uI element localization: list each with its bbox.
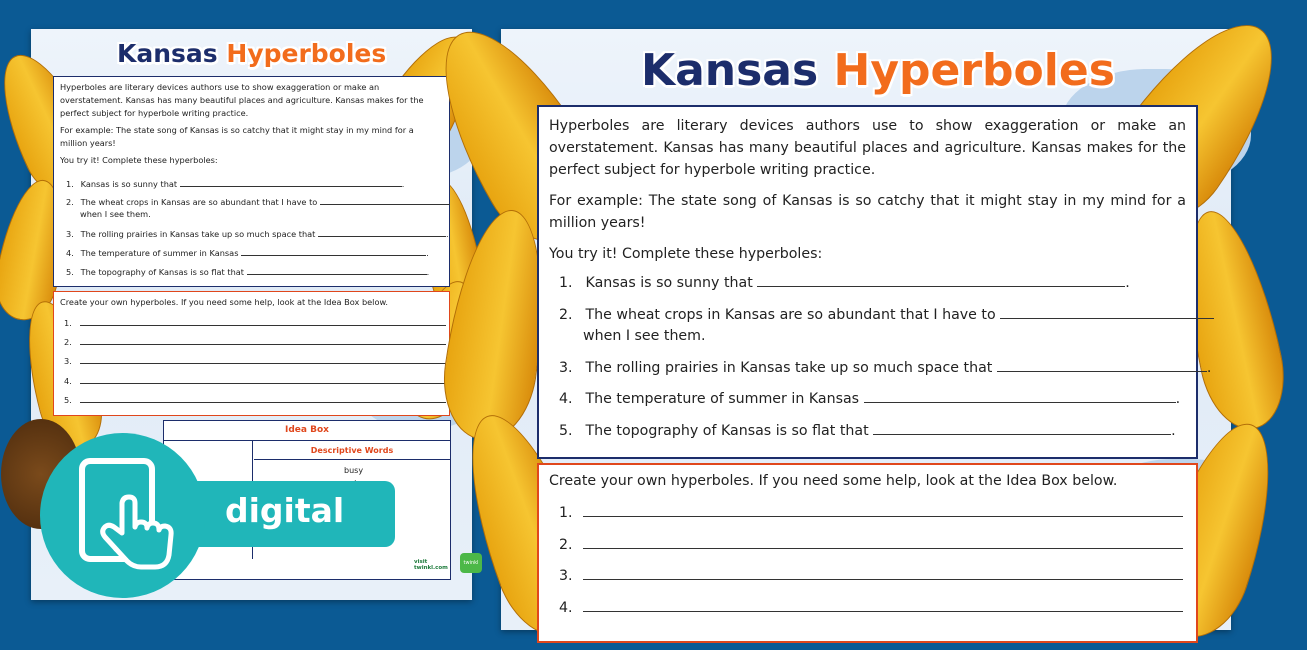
intro-text: Hyperboles are literary devices authors use to show exaggeration or make an overstatement. Kansas has many beautiful places and agriculture. Kansas makes for the perfect subject for hyperbole writing practice.: [60, 82, 424, 118]
prompt-continuation: when I see them.: [583, 328, 706, 344]
try-it-text: You try it! Complete these hyperboles:: [60, 155, 218, 165]
answer-line[interactable]: [864, 402, 1176, 403]
answer-line[interactable]: [80, 363, 446, 364]
prompt-continuation: when I see them.: [80, 209, 151, 219]
answer-line[interactable]: [80, 383, 446, 384]
prompt-item: 2. The wheat crops in Kansas are so abundant that I have to: [66, 196, 450, 209]
page-title: [641, 45, 1115, 96]
twinkl-logo-icon: twinkl: [460, 553, 482, 573]
create-line-item: 4.: [64, 376, 446, 386]
prompt-item: 5. The topography of Kansas is so flat that .: [66, 267, 430, 277]
answer-line[interactable]: [80, 402, 446, 403]
prompt-item: 1. Kansas is so sunny that .: [559, 275, 1130, 291]
intro-text: Hyperboles are literary devices authors use to show exaggeration or make an overstatement. Kansas has many beautiful places and agriculture. Kansas makes for the perfect subject for hyperbole writing practice.: [549, 118, 1186, 178]
digital-badge: [40, 433, 360, 603]
idea-box-title: Idea Box: [285, 425, 329, 435]
prompt-item: 3. The rolling prairies in Kansas take up so much space that .: [66, 229, 449, 239]
word-item: busy: [344, 466, 364, 475]
worksheet-preview: [501, 29, 1231, 630]
prompt-item: 3. The rolling prairies in Kansas take up so much space that .: [559, 360, 1212, 376]
column-header: Descriptive Words: [310, 446, 394, 455]
answer-line[interactable]: [318, 236, 446, 237]
answer-line[interactable]: [583, 579, 1183, 580]
example-text: For example: The state song of Kansas is so catchy that it might stay in my mind for a million years!: [549, 193, 1186, 231]
create-line-item: 5.: [64, 395, 446, 405]
answer-line[interactable]: [180, 186, 402, 187]
answer-line[interactable]: [873, 434, 1171, 435]
answer-line[interactable]: [241, 255, 426, 256]
create-line-item: 3.: [64, 356, 446, 366]
badge-label: digital: [225, 491, 345, 530]
footer-url: visit twinkl.com: [414, 559, 448, 571]
answer-line[interactable]: [1000, 318, 1214, 319]
create-line-item: 1.: [64, 318, 446, 328]
create-instructions: Create your own hyperboles. If you need some help, look at the Idea Box below.: [60, 297, 389, 307]
answer-line[interactable]: [997, 371, 1207, 372]
answer-line[interactable]: [583, 516, 1183, 517]
answer-line[interactable]: [80, 344, 446, 345]
create-line-item: 4.: [559, 600, 1183, 616]
answer-line[interactable]: [583, 611, 1183, 612]
try-it-text: You try it! Complete these hyperboles:: [549, 246, 823, 262]
prompt-item: 4. The temperature of summer in Kansas .: [559, 391, 1181, 407]
create-instructions: Create your own hyperboles. If you need some help, look at the Idea Box below.: [549, 473, 1118, 489]
title-word-kansas: Kansas: [641, 45, 819, 96]
instructions-box: [537, 105, 1212, 459]
create-line-item: 2.: [64, 337, 446, 347]
instructions-box: [53, 76, 450, 287]
create-line-item: 1.: [559, 505, 1183, 521]
title-word-hyperboles: Hyperboles: [833, 45, 1115, 96]
answer-line[interactable]: [757, 286, 1125, 287]
answer-line[interactable]: [247, 274, 427, 275]
prompt-item: 5. The topography of Kansas is so flat that .: [559, 423, 1176, 439]
title-word-hyperboles: Hyperboles: [226, 39, 387, 68]
create-line-item: 2.: [559, 537, 1183, 553]
tablet-tap-icon: [40, 433, 205, 598]
prompt-item: 1. Kansas is so sunny that .: [66, 179, 405, 189]
title-word-kansas: Kansas: [117, 39, 218, 68]
badge-circle: [40, 433, 205, 598]
answer-line[interactable]: [583, 548, 1183, 549]
prompt-item: 2. The wheat crops in Kansas are so abundant that I have to: [559, 304, 1214, 326]
page-title: [117, 39, 386, 68]
create-line-item: 3.: [559, 568, 1183, 584]
create-own-box: [537, 463, 1198, 643]
create-own-box: [53, 291, 450, 416]
answer-line[interactable]: [80, 325, 446, 326]
example-text: For example: The state song of Kansas is so catchy that it might stay in my mind for a million years!: [60, 125, 414, 148]
prompt-item: 4. The temperature of summer in Kansas .: [66, 248, 429, 258]
answer-line[interactable]: [320, 204, 450, 205]
